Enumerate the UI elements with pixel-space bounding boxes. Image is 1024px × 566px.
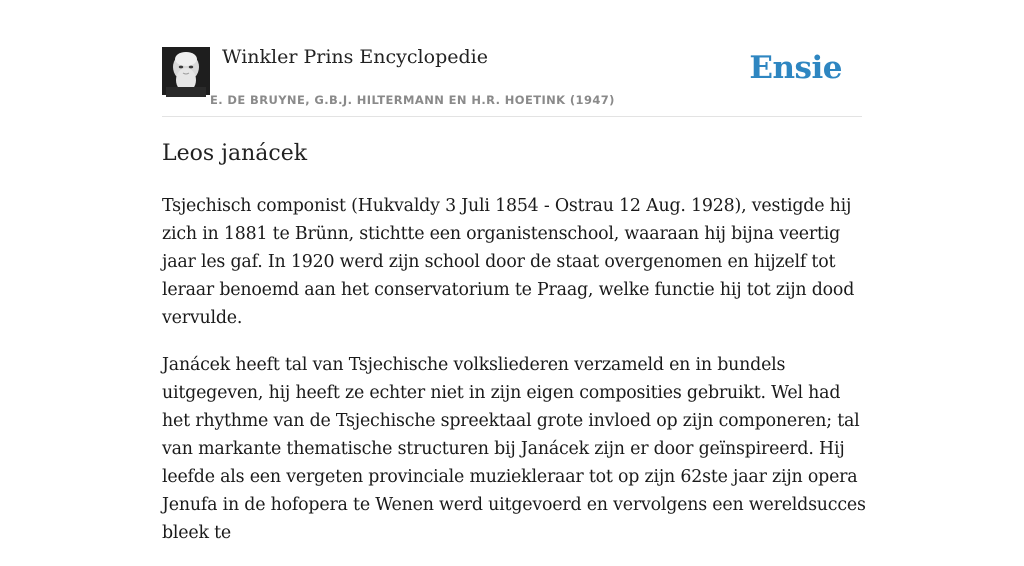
article-title: Leos janácek xyxy=(162,141,308,166)
brand-logo[interactable]: Ensie xyxy=(749,50,842,86)
author-portrait-icon[interactable] xyxy=(162,47,210,95)
source-title[interactable]: Winkler Prins Encyclopedie xyxy=(222,46,488,68)
source-header xyxy=(162,44,862,117)
article-paragraph: Tsjechisch componist (Hukvaldy 3 Juli 1854 - Ostrau 12 Aug. 1928), vestigde hij zich in 1881 te Brünn, stichtte een organistenschool, waaraan hij bijna veertig jaar les gaf. In 1920 werd zijn school door de staat overgenomen en hijzelf tot leraar benoemd aan het conservatorium te Praag, welke functie hij tot zijn dood vervulde. xyxy=(162,196,855,328)
article xyxy=(162,138,867,566)
article-paragraph: Janácek heeft tal van Tsjechische volksliederen verzameld en in bundels uitgegeven, hij heeft ze echter niet in zijn eigen composities gebruikt. Wel had het rhythme van de Tsjechische spreektaal grote invloed op zijn componeren; tal van markante thematische structuren bij Janácek zijn er door geïnspireerd. Hij leefde als een vergeten provinciale muziekleraar tot op zijn 62ste jaar zijn opera Jenufa in de hofopera te Wenen werd uitgevoerd en vervolgens een wereldsucces bleek te xyxy=(162,355,866,543)
source-authors: E. DE BRUYNE, G.B.J. HILTERMANN EN H.R. HOETINK (1947) xyxy=(210,93,615,107)
